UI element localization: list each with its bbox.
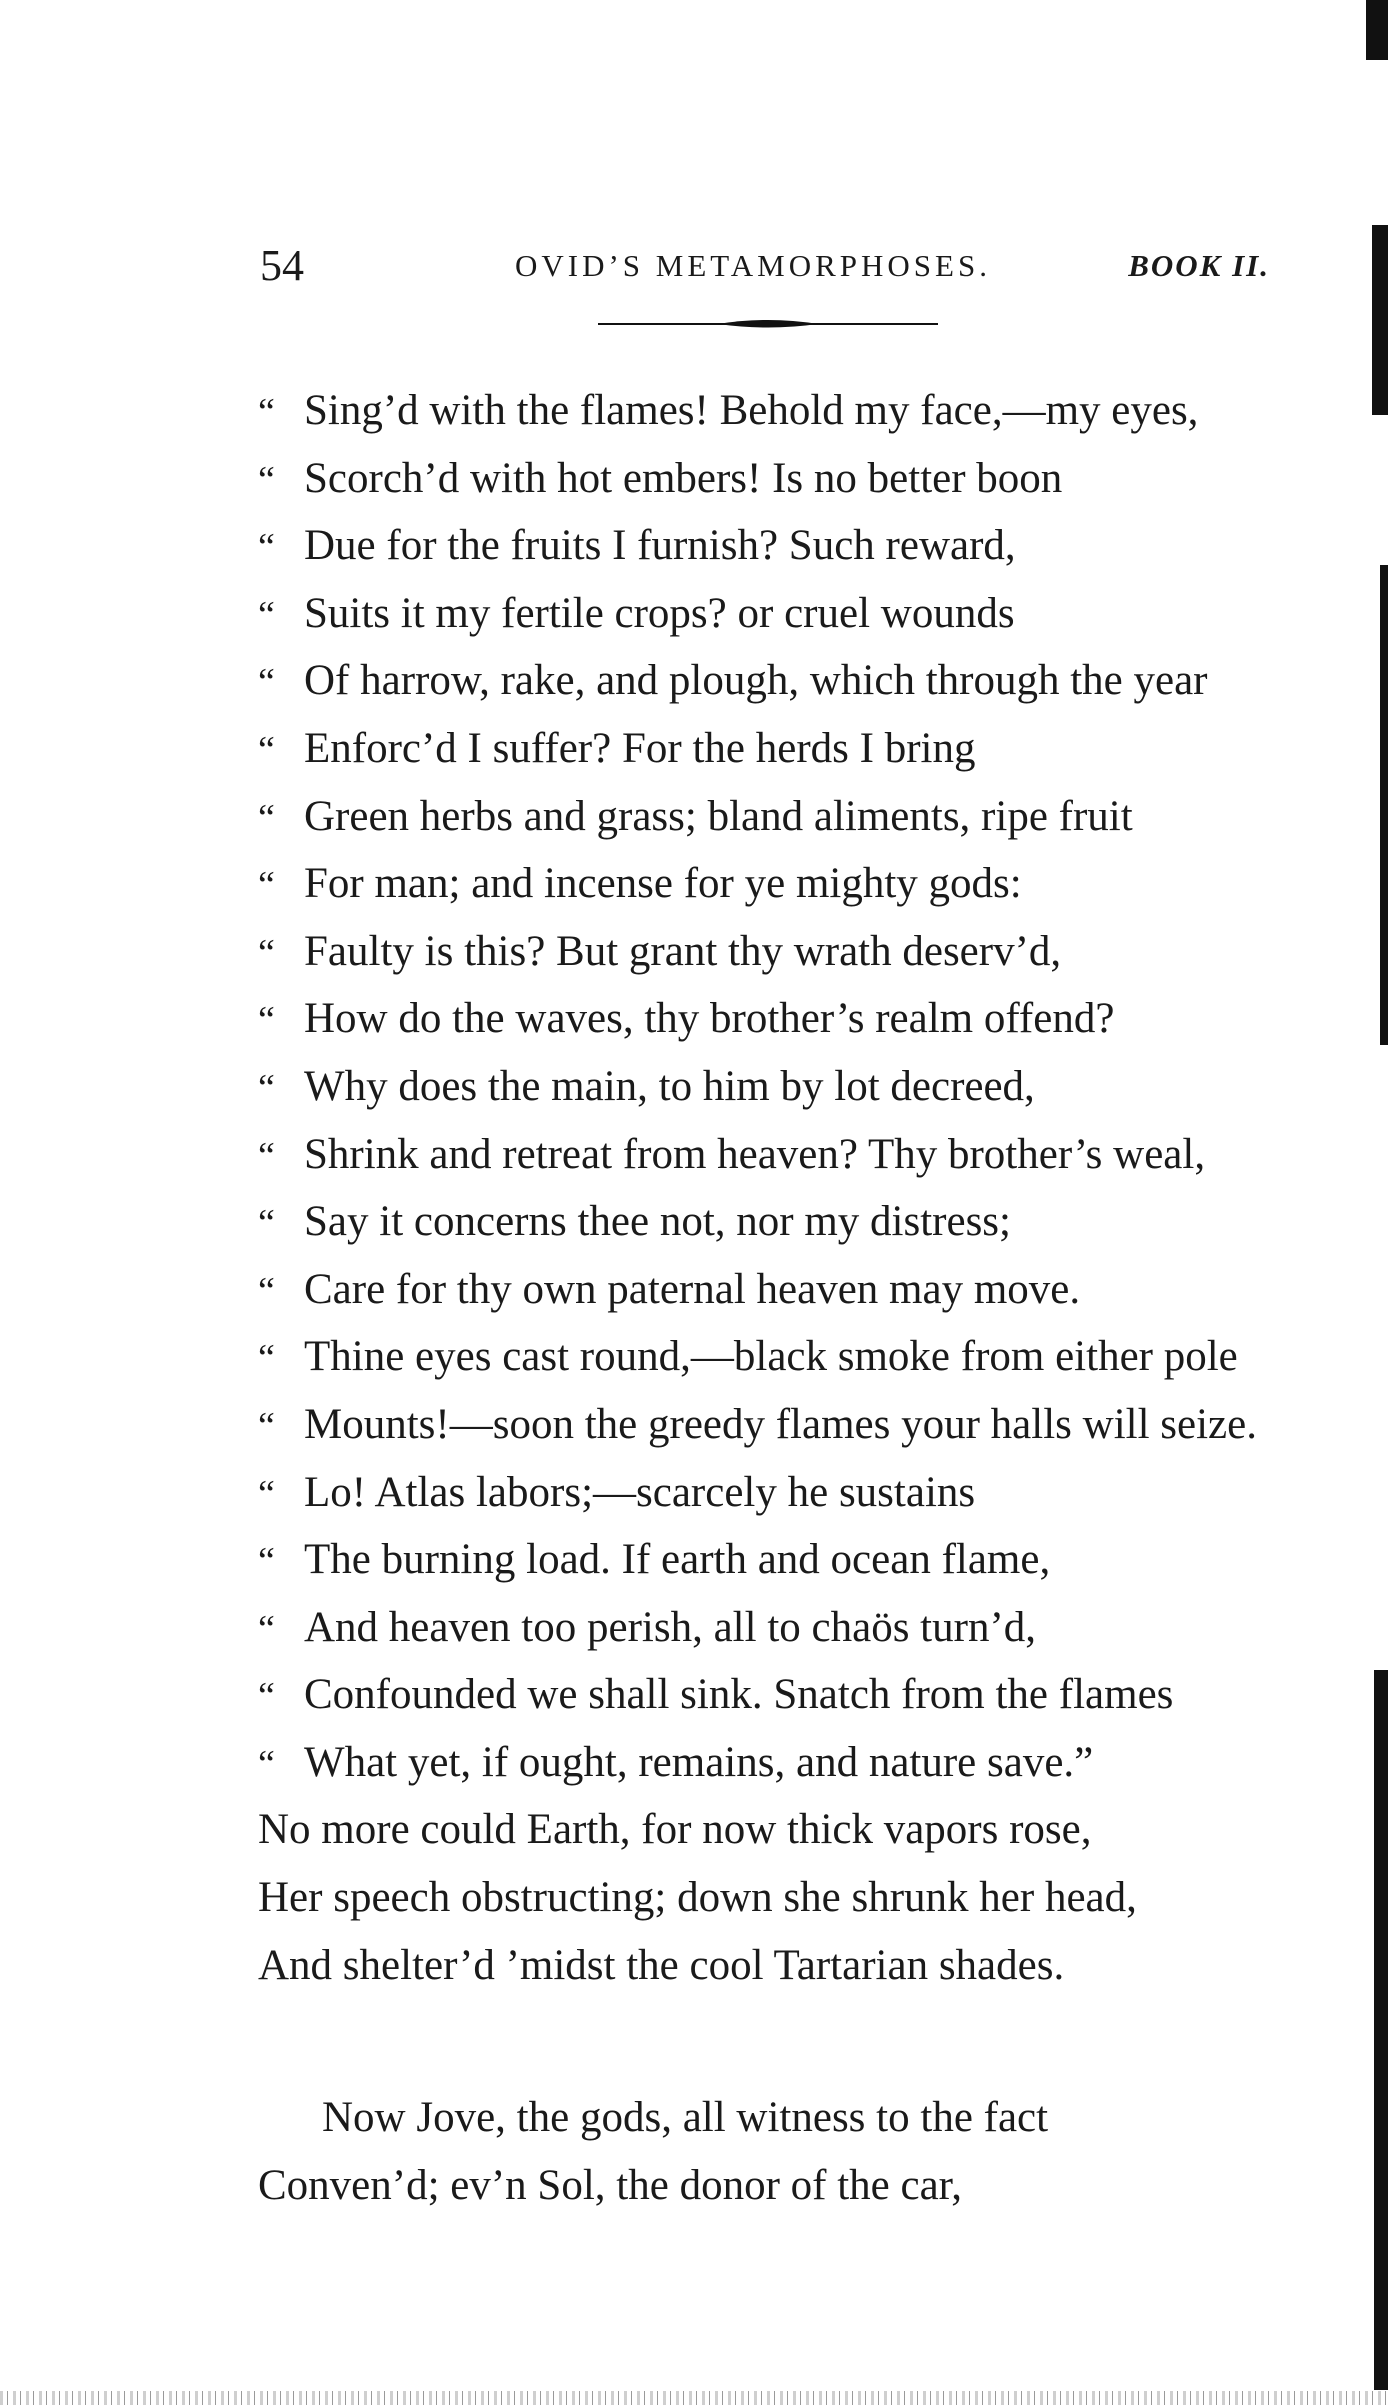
verse-line — [258, 445, 1298, 513]
verse-line — [258, 1121, 1298, 1189]
page-edge-shadow — [1372, 225, 1388, 415]
line-text: Scorch’d with hot embers! Is no better boon — [304, 454, 1063, 502]
verse-line — [258, 512, 1298, 580]
line-text: Care for thy own paternal heaven may move. — [304, 1265, 1081, 1313]
page-edge-shadow — [1374, 1670, 1388, 2390]
opening-quote-mark: “ — [258, 593, 275, 636]
opening-quote-mark: “ — [258, 661, 275, 704]
line-text: Now Jove, the gods, all witness to the fact — [322, 2094, 1049, 2142]
line-text: Thine eyes cast round,—black smoke from either pole — [304, 1333, 1238, 1381]
line-text: No more could Earth, for now thick vapors rose, — [258, 1806, 1092, 1854]
page-number: 54 — [260, 241, 304, 290]
line-text: Say it concerns thee not, nor my distress; — [304, 1198, 1011, 1246]
line-text: And heaven too perish, all to chaös turn’d, — [304, 1603, 1037, 1651]
opening-quote-mark: “ — [258, 1472, 275, 1515]
verse-line — [258, 1729, 1298, 1797]
line-text: Mounts!—soon the greedy flames your halls will seize. — [304, 1400, 1257, 1448]
paragraph-gap — [258, 1999, 1298, 2084]
verse-line — [258, 2084, 1298, 2152]
verse-line — [258, 850, 1298, 918]
line-text: Suits it my fertile crops? or cruel wounds — [304, 589, 1015, 637]
verse-line — [258, 985, 1298, 1053]
opening-quote-mark: “ — [258, 1134, 275, 1177]
opening-quote-mark: “ — [258, 1742, 275, 1785]
opening-quote-mark: “ — [258, 796, 275, 839]
verse-line — [258, 1459, 1298, 1527]
opening-quote-mark: “ — [258, 391, 275, 433]
opening-quote-mark: “ — [258, 1540, 275, 1583]
verse-line — [258, 1661, 1298, 1729]
verse-line — [258, 918, 1298, 986]
verse-line — [258, 1594, 1298, 1662]
line-text: Why does the main, to him by lot decreed, — [304, 1062, 1035, 1110]
opening-quote-mark: “ — [258, 1269, 275, 1312]
line-text: Shrink and retreat from heaven? Thy brother’s weal, — [304, 1130, 1206, 1178]
line-text: Enforc’d I suffer? For the herds I bring — [304, 724, 976, 772]
poem-text — [258, 377, 1298, 2219]
verse-line — [258, 377, 1298, 445]
verse-line — [258, 1188, 1298, 1256]
verse-line — [258, 783, 1298, 851]
line-text: And shelter’d ’midst the cool Tartarian shades. — [258, 1941, 1065, 1989]
opening-quote-mark: “ — [258, 864, 275, 907]
quoted-speech-block — [258, 377, 1298, 1796]
line-text: Conven’d; ev’n Sol, the donor of the car, — [258, 2161, 963, 2209]
line-text: The burning load. If earth and ocean flame, — [304, 1536, 1051, 1584]
running-title: OVID’S METAMORPHOSES. — [515, 248, 991, 283]
verse-line — [258, 1323, 1298, 1391]
opening-quote-mark: “ — [258, 1404, 275, 1447]
verse-line — [258, 1932, 1298, 2000]
verse-line — [258, 1526, 1298, 1594]
page-edge-shadow — [1380, 565, 1388, 1045]
verse-line — [258, 715, 1298, 783]
line-text: Faulty is this? But grant thy wrath deserv’d, — [304, 927, 1062, 975]
line-text: How do the waves, thy brother’s realm offend? — [304, 995, 1115, 1043]
line-text: Of harrow, rake, and plough, which through the year — [304, 657, 1208, 705]
line-text: Green herbs and grass; bland aliments, ripe fruit — [304, 792, 1133, 840]
new-paragraph-block — [258, 2084, 1298, 2219]
verse-line — [258, 647, 1298, 715]
verse-line — [258, 1796, 1298, 1864]
line-text: For man; and incense for ye mighty gods: — [304, 860, 1022, 908]
opening-quote-mark: “ — [258, 526, 275, 569]
opening-quote-mark: “ — [258, 1337, 275, 1380]
verse-line — [258, 1256, 1298, 1324]
line-text: Confounded we shall sink. Snatch from the flames — [304, 1671, 1174, 1719]
header-rule-ornament — [598, 317, 938, 331]
book-label: BOOK II. — [1128, 248, 1270, 283]
opening-quote-mark: “ — [258, 1066, 275, 1109]
opening-quote-mark: “ — [258, 999, 275, 1042]
line-text: What yet, if ought, remains, and nature save.” — [304, 1738, 1094, 1786]
verse-line — [258, 580, 1298, 648]
page-bottom-edge — [0, 2391, 1388, 2405]
opening-quote-mark: “ — [258, 458, 275, 501]
verse-line — [258, 1391, 1298, 1459]
verse-line — [258, 2152, 1298, 2220]
opening-quote-mark: “ — [258, 931, 275, 974]
opening-quote-mark: “ — [258, 1202, 275, 1245]
opening-quote-mark: “ — [258, 1675, 275, 1718]
line-text: Her speech obstructing; down she shrunk her head, — [258, 1874, 1137, 1922]
page-header — [260, 240, 1290, 290]
verse-line — [258, 1053, 1298, 1121]
verse-line — [258, 1864, 1298, 1932]
opening-quote-mark: “ — [258, 1607, 275, 1650]
line-text: Sing’d with the flames! Behold my face,—my eyes, — [304, 387, 1199, 434]
narrative-block — [258, 1796, 1298, 1999]
opening-quote-mark: “ — [258, 728, 275, 771]
page-edge-shadow — [1366, 0, 1388, 60]
line-text: Due for the fruits I furnish? Such reward, — [304, 522, 1016, 570]
line-text: Lo! Atlas labors;—scarcely he sustains — [304, 1468, 976, 1516]
